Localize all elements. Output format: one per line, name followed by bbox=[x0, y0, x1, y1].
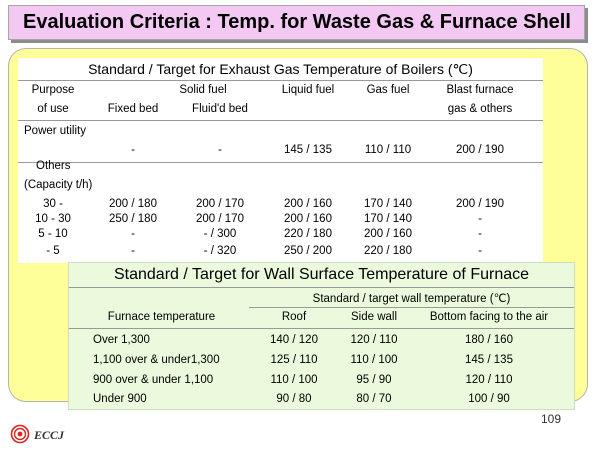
row-label: 10 - 30 bbox=[35, 213, 71, 225]
table-cell: 220 / 180 bbox=[284, 228, 332, 240]
table-cell: 100 / 90 bbox=[468, 393, 510, 405]
capacity-label: (Capacity t/h) bbox=[24, 179, 93, 191]
table-cell: - bbox=[478, 245, 482, 257]
table-cell: 170 / 140 bbox=[364, 198, 412, 210]
logo-text: ECCJ bbox=[34, 428, 65, 442]
power-utility-gas-fuel: 110 / 110 bbox=[364, 144, 412, 156]
row-label: 5 - 10 bbox=[38, 228, 68, 240]
header-bottom-facing-air: Bottom facing to the air bbox=[429, 311, 549, 323]
wall-temperature-table-title: Standard / Target for Wall Surface Temperature of Furnace bbox=[113, 266, 530, 283]
exhaust-gas-table bbox=[18, 58, 543, 263]
divider bbox=[18, 120, 543, 121]
table-cell: 200 / 170 bbox=[196, 213, 244, 225]
divider bbox=[249, 307, 574, 308]
table-cell: 120 / 110 bbox=[350, 334, 398, 346]
header-roof: Roof bbox=[281, 311, 307, 323]
table-cell: 200 / 160 bbox=[364, 228, 412, 240]
table-cell: - bbox=[131, 228, 135, 240]
power-utility-label: Power utility bbox=[24, 125, 86, 137]
table-cell: 170 / 140 bbox=[364, 213, 412, 225]
divider bbox=[18, 80, 543, 81]
divider bbox=[18, 162, 543, 163]
table-cell: 120 / 110 bbox=[465, 374, 513, 386]
header-liquid-fuel: Liquid fuel bbox=[281, 84, 335, 96]
table-cell: - / 320 bbox=[203, 245, 237, 257]
divider bbox=[69, 287, 574, 288]
table-cell: 200 / 160 bbox=[284, 213, 332, 225]
row-label: - 5 bbox=[46, 245, 60, 257]
power-utility-liquid-fuel: 145 / 135 bbox=[284, 144, 332, 156]
power-utility-fixed-bed: - bbox=[131, 144, 135, 156]
table-cell: - bbox=[478, 228, 482, 240]
table-cell: 250 / 180 bbox=[109, 213, 157, 225]
header-solid-fuel: Solid fuel bbox=[179, 84, 227, 96]
slide-title: Evaluation Criteria : Temp. for Waste Gas & Furnace Shell bbox=[23, 11, 571, 33]
table-cell: 200 / 160 bbox=[284, 198, 332, 210]
table-cell: 180 / 160 bbox=[465, 334, 513, 346]
table-cell: 110 / 100 bbox=[270, 374, 318, 386]
power-utility-blast-furnace: 200 / 190 bbox=[456, 144, 504, 156]
row-label: 1,100 over & under1,300 bbox=[93, 354, 220, 366]
eccj-logo bbox=[8, 422, 118, 446]
table-cell: 140 / 120 bbox=[270, 334, 318, 346]
page-number: 109 bbox=[541, 412, 562, 426]
table-cell: 125 / 110 bbox=[270, 354, 318, 366]
header-blast-furnace: Blast furnace bbox=[446, 84, 514, 96]
table-cell: 250 / 200 bbox=[284, 245, 332, 257]
table-cell: - / 300 bbox=[203, 228, 237, 240]
header-fixed-bed: Fixed bed bbox=[107, 103, 159, 115]
table-cell: - bbox=[478, 213, 482, 225]
header-wall-temperature-group: Standard / target wall temperature (℃) bbox=[312, 293, 511, 305]
header-furnace-temperature: Furnace temperature bbox=[107, 311, 216, 323]
table-cell: 145 / 135 bbox=[465, 354, 513, 366]
header-of-use: of use bbox=[37, 103, 69, 115]
header-fluid-bed: Fluid'd bed bbox=[192, 103, 248, 115]
others-label: Others bbox=[36, 160, 71, 172]
title-bar bbox=[8, 5, 585, 40]
table-cell: - bbox=[131, 245, 135, 257]
header-gas-others: gas & others bbox=[447, 103, 513, 115]
row-label: 30 - bbox=[43, 198, 63, 210]
row-label: Over 1,300 bbox=[93, 334, 150, 346]
table-cell: 80 / 70 bbox=[356, 393, 392, 405]
exhaust-gas-table-title: Standard / Target for Exhaust Gas Temperature of Boilers (℃) bbox=[88, 61, 473, 77]
header-purpose: Purpose bbox=[31, 84, 75, 96]
eccj-logo-icon bbox=[10, 424, 30, 444]
table-cell: 200 / 170 bbox=[196, 198, 244, 210]
row-label: Under 900 bbox=[93, 393, 147, 405]
table-cell: 95 / 90 bbox=[356, 374, 392, 386]
divider bbox=[69, 328, 574, 329]
table-cell: 220 / 180 bbox=[364, 245, 412, 257]
row-label: 900 over & under 1,100 bbox=[93, 374, 214, 386]
table-cell: 110 / 100 bbox=[350, 354, 398, 366]
table-cell: 90 / 80 bbox=[276, 393, 312, 405]
table-cell: 200 / 180 bbox=[109, 198, 157, 210]
power-utility-fluid-bed: - bbox=[218, 144, 222, 156]
table-cell: 200 / 190 bbox=[456, 198, 504, 210]
wall-temperature-table bbox=[68, 262, 575, 410]
header-side-wall: Side wall bbox=[350, 311, 398, 323]
header-gas-fuel: Gas fuel bbox=[366, 84, 410, 96]
